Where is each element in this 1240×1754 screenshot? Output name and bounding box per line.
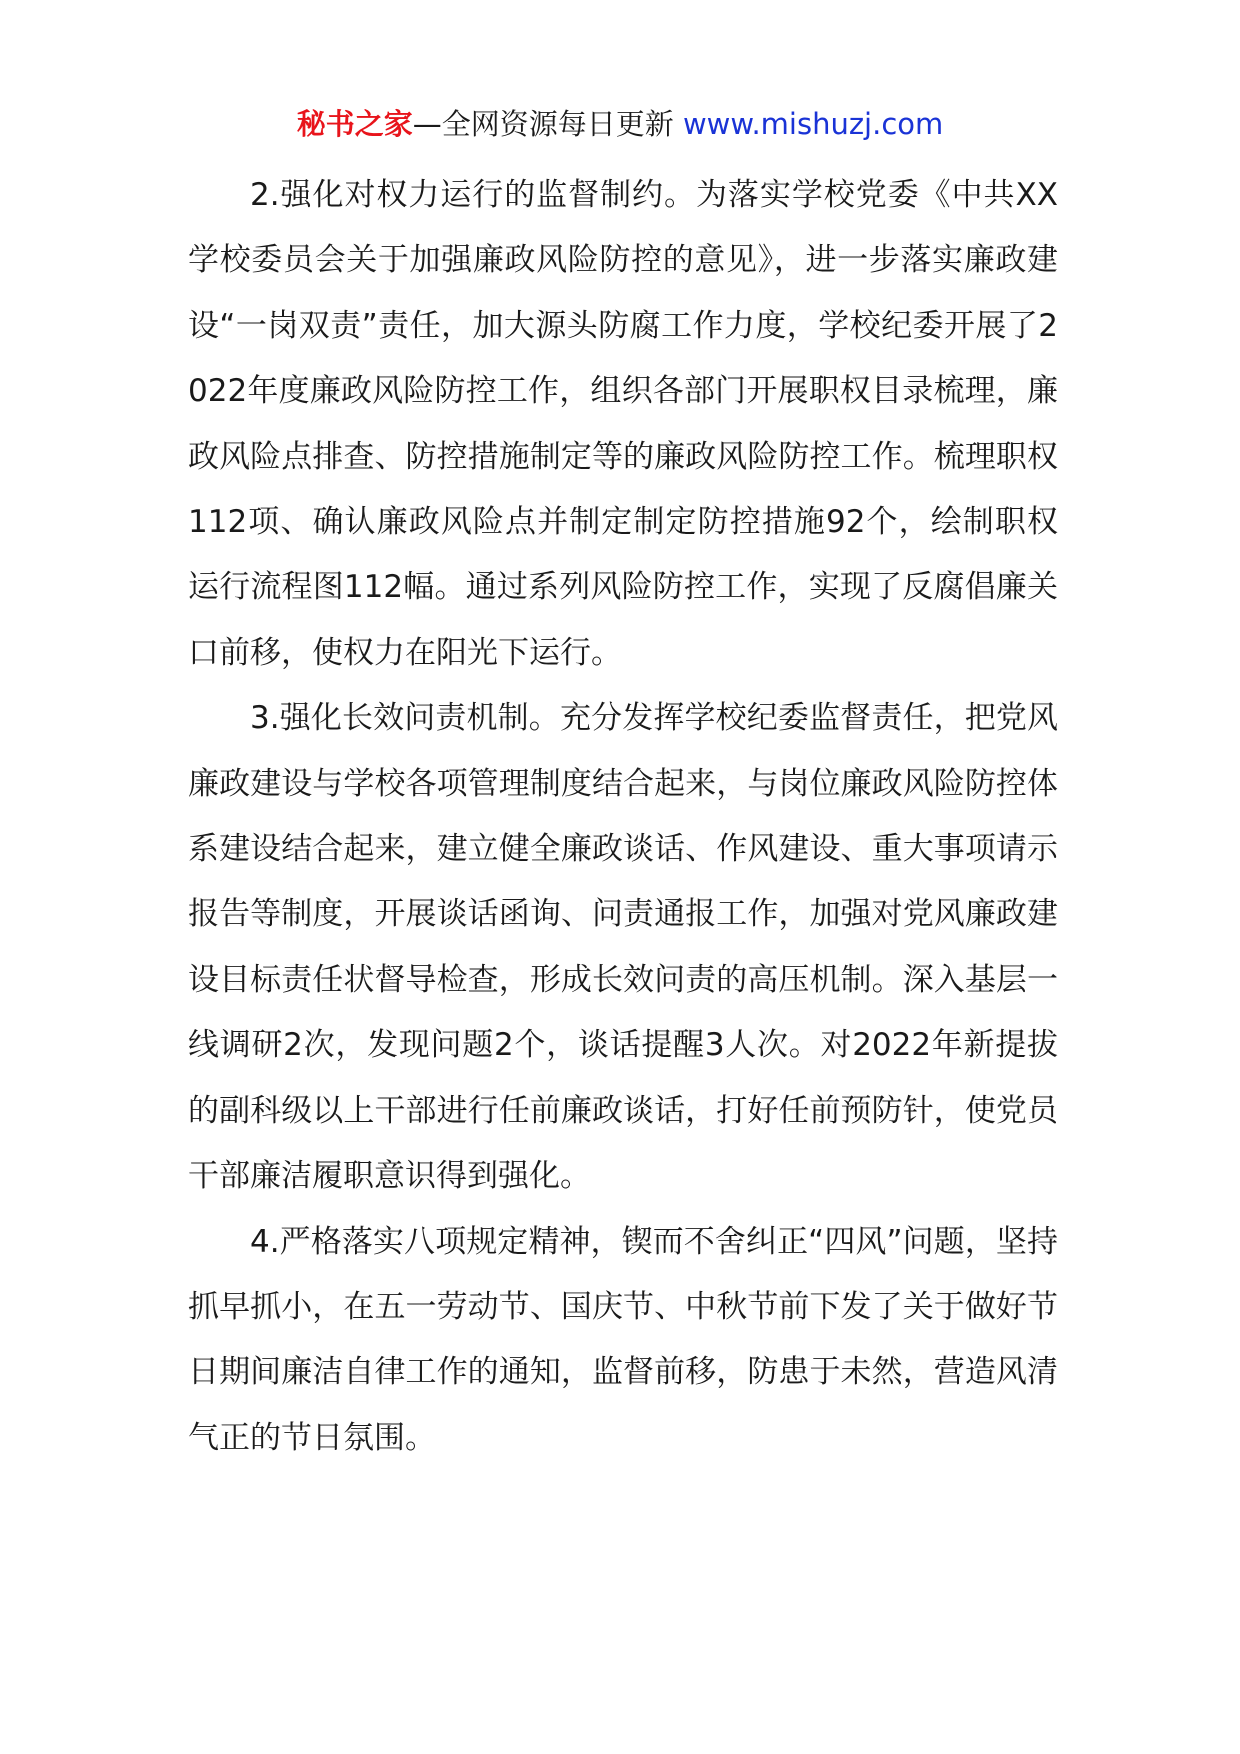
site-brand: 秘书之家	[296, 107, 413, 141]
site-tagline: —全网资源每日更新	[412, 107, 683, 141]
site-url-link[interactable]: www.mishuzj.com	[682, 107, 944, 141]
document-body	[188, 163, 1058, 1471]
paragraph-2: 2.强化对权力运行的监督制约。为落实学校党委《中共XX学校委员会关于加强廉政风险防控的意见》，进一步落实廉政建设“一岗双责”责任，加大源头防腐工作力度，学校纪委开展了2022年度廉政风险防控工作，组织各部门开展职权目录梳理，廉政风险点排查、防控措施制定等的廉政风险防控工作。梳理职权112项、确认廉政风险点并制定制定防控措施92个，绘制职权运行流程图112幅。通过系列风险防控工作，实现了反腐倡廉关口前移，使权力在阳光下运行。	[188, 177, 1058, 671]
paragraph-4: 4.严格落实八项规定精神，锲而不舍纠正“四风”问题，坚持抓早抓小，在五一劳动节、国庆节、中秋节前下发了关于做好节日期间廉洁自律工作的通知，监督前移，防患于未然，营造风清气正的节日氛围。	[188, 1223, 1058, 1456]
paragraph-3: 3.强化长效问责机制。充分发挥学校纪委监督责任，把党风廉政建设与学校各项管理制度结合起来，与岗位廉政风险防控体系建设结合起来，建立健全廉政谈话、作风建设、重大事项请示报告等制度，开展谈话函询、问责通报工作，加强对党风廉政建设目标责任状督导检查，形成长效问责的高压机制。深入基层一线调研2次，发现问题2个，谈话提醒3人次。对2022年新提拔的副科级以上干部进行任前廉政谈话，打好任前预防针，使党员干部廉洁履职意识得到强化。	[188, 700, 1058, 1195]
site-header	[0, 104, 1240, 144]
